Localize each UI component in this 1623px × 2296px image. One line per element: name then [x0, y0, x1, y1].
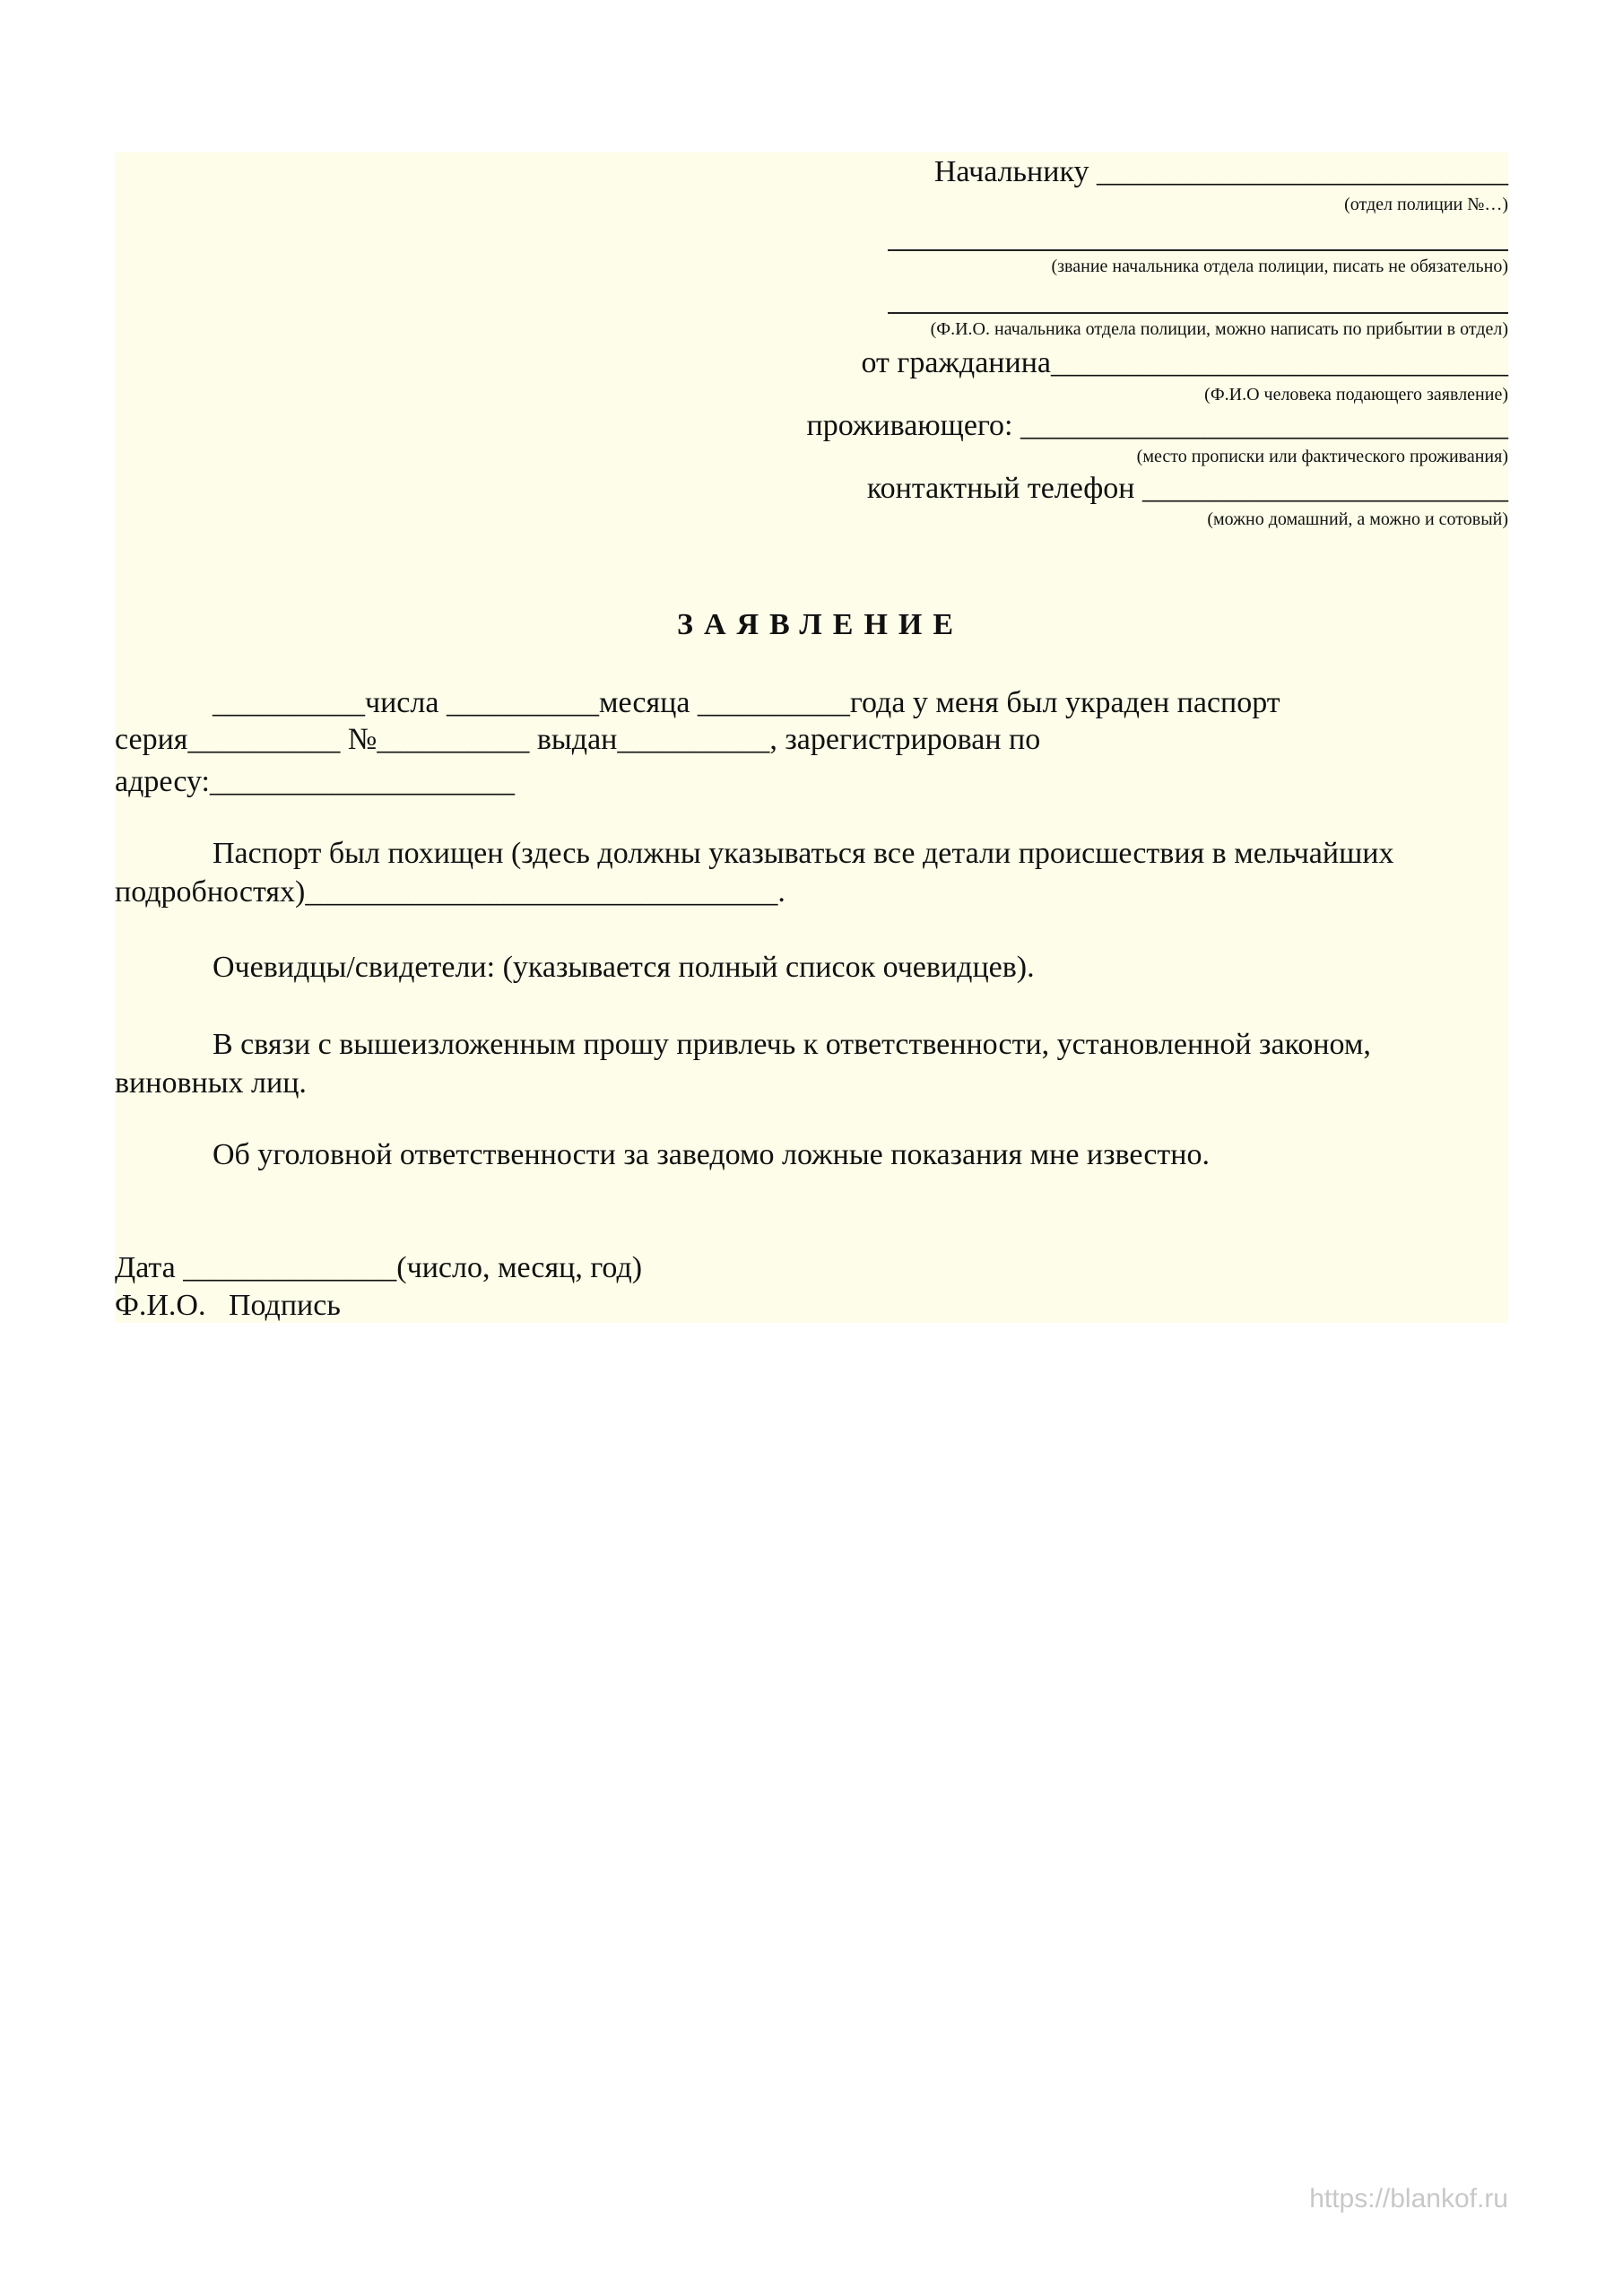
- name-hint: (Ф.И.О. начальника отдела полиции, можно написать по прибытии в отдел): [930, 319, 1508, 339]
- residing-line: проживающего: ________________________________: [806, 409, 1508, 442]
- from-citizen-line: от гражданина______________________________: [861, 346, 1508, 379]
- phone-line: контактный телефон ________________________: [866, 472, 1508, 505]
- watermark-link[interactable]: https://blankof.ru: [1309, 2184, 1508, 2213]
- p2-line1: Паспорт был похищен (здесь должны указываться все детали происшествия в мельчайших: [213, 837, 1394, 870]
- name-rule: [888, 312, 1508, 314]
- p4-line2: виновных лиц.: [115, 1066, 307, 1100]
- p1-line1: __________числа __________месяца __________года у меня был украден паспорт: [213, 686, 1280, 719]
- signature-line: Ф.И.О. Подпись: [115, 1289, 341, 1322]
- p4-line1: В связи с вышеизложенным прошу привлечь к ответственности, установленной законом,: [213, 1028, 1371, 1061]
- rank-hint: (звание начальника отдела полиции, писать не обязательно): [1051, 257, 1508, 276]
- from-citizen-hint: (Ф.И.О человека подающего заявление): [1204, 385, 1508, 404]
- p1-line3: адресу:____________________: [115, 765, 515, 798]
- residing-hint: (место прописки или фактического проживания): [1136, 447, 1508, 466]
- p1-line2: серия__________ №__________ выдан__________, зарегистрирован по: [115, 723, 1041, 756]
- to-chief-line: Начальнику ___________________________: [933, 155, 1508, 188]
- document-title: ЗАЯВЛЕНИЕ: [677, 608, 965, 641]
- p3: Очевидцы/свидетели: (указывается полный список очевидцев).: [213, 951, 1035, 984]
- rank-rule: [888, 249, 1508, 251]
- phone-hint: (можно домашний, а можно и сотовый): [1207, 509, 1508, 529]
- p2-line2: подробностях)_______________________________.: [115, 875, 785, 909]
- p5: Об уголовной ответственности за заведомо ложные показания мне известно.: [213, 1138, 1210, 1171]
- date-line: Дата ______________(число, месяц, год): [115, 1251, 643, 1284]
- to-chief-hint: (отдел полиции №…): [1344, 195, 1508, 214]
